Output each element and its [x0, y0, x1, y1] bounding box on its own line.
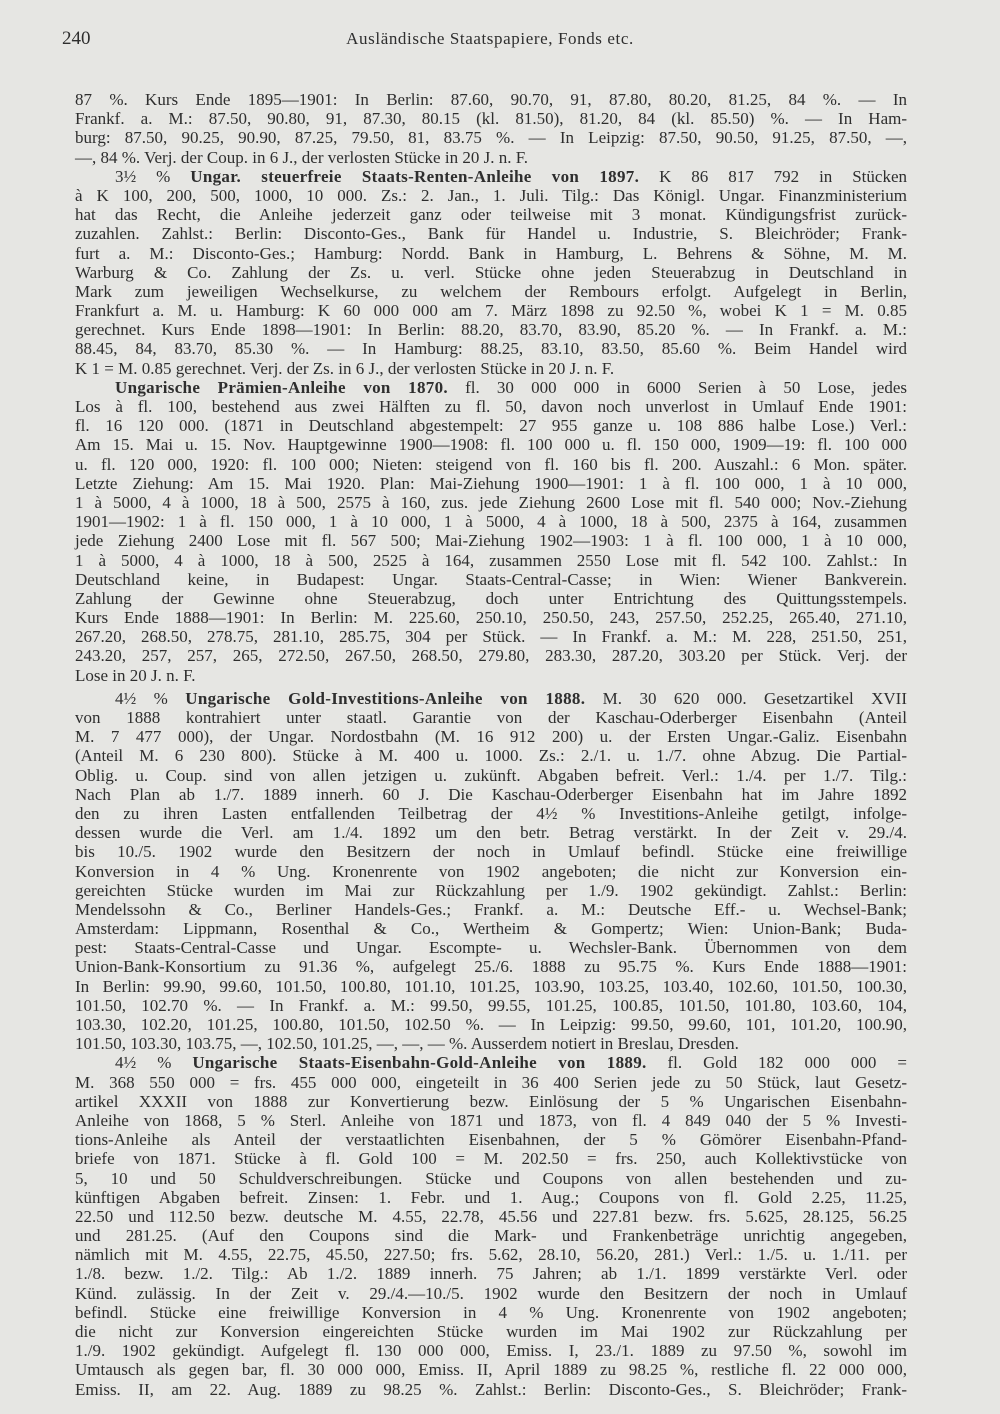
text-line [75, 1015, 907, 1034]
text-line [75, 689, 907, 708]
line-text: die nicht zur Konversion eingereichten Stücke wurden im Mai 1902 zur Rückzahlung per [75, 1322, 907, 1341]
line-text: gereichten Stücke wurden im Mai zur Rückzahlung per 1./9. 1902 gekündigt. Zahlst.: Berlin: [75, 880, 907, 900]
line-text: Letzte Ziehung: Am 15. Mai 1920. Plan: Mai-Ziehung 1900—1901: 1 à fl. 100 000, 1 à 10 000, [75, 473, 907, 493]
text-line [75, 397, 907, 416]
line-text: Frankfurt a. M. u. Hamburg: K 60 000 000 am 7. März 1898 zu 92.50 %, wobei K 1 = M. 0.85 [75, 301, 907, 321]
text-line [75, 1380, 907, 1399]
text-line [75, 263, 907, 282]
text-line [75, 435, 907, 454]
paragraph [75, 689, 907, 1054]
line-text: Künd. zulässig. In der Zeit v. 29./4.—10./5. 1902 wurde den Besitzern der noch in Umlauf [75, 1283, 907, 1303]
text-line [75, 186, 907, 205]
text-line [75, 977, 907, 996]
text-line [75, 1169, 907, 1188]
line-text: 88.45, 84, 83.70, 85.30 %. — In Hamburg: 88.25, 83.10, 83.50, 85.60 %. Beim Handel wird [75, 339, 907, 359]
line-text: 5, 10 und 50 Schuldverschreibungen. Stücke und Coupons von allen bestehenden und zu- [75, 1168, 907, 1188]
line-text: u. fl. 120 000, 1920: fl. 100 000; Nieten: steigend von fl. 160 bis fl. 200. Auszahl.: 6 Mon. später. [75, 454, 907, 474]
line-text: Emiss. II, am 22. Aug. 1889 zu 98.25 %. Zahlst.: Berlin: Disconto-Ges., S. Bleichröder; Frank- [75, 1379, 907, 1399]
line-text: M. 368 550 000 = frs. 455 000 000, eingeteilt in 36 400 Serien jede zu 50 Stück, laut Gesetz- [75, 1072, 907, 1092]
line-text: 1 à 5000, 4 à 1000, 18 à 500, 2575 à 160, zus. jede Ziehung 2600 Lose mit fl. 540 000; Nov.-Ziehung [75, 492, 907, 512]
text-line [75, 785, 907, 804]
line-text: Warburg & Co. Zahlung der Zs. u. verl. Stücke ohne jeden Steuerabzug in Deutschland in [75, 262, 907, 282]
text-line [75, 167, 907, 186]
text-line [75, 881, 907, 900]
line-text: Oblig. u. Coup. sind von allen jetzigen u. zukünft. Abgaben befreit. Verl.: 1./4. per 1./7. Tilg.: [75, 765, 907, 785]
line-text: nämlich mit M. 4.55, 22.75, 45.50, 227.50; frs. 5.62, 28.10, 56.20, 281.) Verl.: 1./5. u. 1./11. per [75, 1245, 907, 1265]
paragraph [75, 167, 907, 378]
line-text: dessen wurde die Verl. am 1./4. 1892 um den betr. Betrag verstärkt. In der Zeit v. 29./4. [75, 823, 907, 843]
section-heading: Ungarische Gold-Investitions-Anleihe von 1888. [185, 688, 586, 708]
text-line [75, 1073, 907, 1092]
line-text: M. 7 477 000), der Ungar. Nordostbahn (M. 16 912 200) u. der Ersten Ungar.-Galiz. Eisenbahn [75, 727, 907, 747]
text-line [75, 1034, 907, 1053]
interest-rate: 4½ % [115, 1053, 193, 1073]
text-line [75, 493, 907, 512]
text-line [75, 512, 907, 531]
text-line [75, 766, 907, 785]
paragraph [75, 90, 907, 167]
text-line [75, 938, 907, 957]
line-text: 1./9. 1902 gekündigt. Aufgelegt fl. 130 000 000, Emiss. I, 23./1. 1889 zu 97.50 %, sowohl im [75, 1341, 907, 1361]
line-text: briefe von 1871. Stücke à fl. Gold 100 = M. 202.50 = frs. 250, auch Kollektivstücke von [75, 1149, 907, 1169]
line-text: jede Ziehung 2400 Lose mit fl. 567 500; Mai-Ziehung 1902—1903: 1 à fl. 100 000, 1 à 10 000, [75, 531, 907, 551]
line-text: M. 30 620 000. Gesetzartikel XVII [585, 688, 907, 708]
interest-rate: 4½ % [115, 688, 186, 708]
text-line [75, 1092, 907, 1111]
line-text: hat das Recht, die Anleihe jederzeit ganz oder teilweise mit 3 monat. Kündigungsfrist zurück- [75, 205, 907, 225]
text-line [75, 1111, 907, 1130]
text-line [75, 1130, 907, 1149]
line-text: Mendelssohn & Co., Berliner Handels-Ges.; Frankf. a. M.: Deutsche Eff.- u. Wechsel-Bank; [75, 899, 907, 919]
text-line [75, 919, 907, 938]
text-line [75, 646, 907, 665]
line-text: 101.50, 103.30, 103.75, —, 102.50, 101.25, —, —, — %. Ausserdem notiert in Breslau, Dresden. [75, 1034, 739, 1054]
line-text: K 86 817 792 in Stücken [639, 166, 907, 186]
text-line [75, 1053, 907, 1072]
line-text: bis 10./5. 1902 wurde den Besitzern der noch in Umlauf befindl. Stücke eine freiwillige [75, 842, 907, 862]
text-line [75, 746, 907, 765]
paragraph [75, 1053, 907, 1398]
line-text: —, 84 %. Verj. der Coup. in 6 J., der verlosten Stücke in 20 J. n. F. [75, 147, 529, 167]
text-line [75, 1284, 907, 1303]
text-line [75, 862, 907, 881]
text-line [75, 627, 907, 646]
line-text: 1901—1902: 1 à fl. 150 000, 1 à 10 000, 1 à 5000, 4 à 1000, 18 à 500, 2375 à 164, zusammen [75, 512, 907, 532]
section-heading: Ungarische Staats-Eisenbahn-Gold-Anleihe von 1889. [192, 1053, 647, 1073]
line-text: Anleihe von 1868, 5 % Sterl. Anleihe von 1871 und 1873, von fl. 4 849 040 der 5 % Investi- [75, 1110, 907, 1130]
line-text: Mark zum jeweiligen Wechselkurse, zu welchem der Rembours erfolgt. Aufgelegt in Berlin, [75, 281, 907, 301]
text-line [75, 378, 907, 397]
text-line [75, 1360, 907, 1379]
line-text: 22.50 und 112.50 bezw. deutsche M. 4.55, 22.78, 45.56 und 227.81 bezw. frs. 5.625, 28.125, 56.25 [75, 1206, 907, 1226]
text-line [75, 608, 907, 627]
line-text: Amsterdam: Lippmann, Rosenthal & Co., Wertheim & Gompertz; Wien: Union-Bank; Buda- [75, 919, 907, 939]
text-line [75, 474, 907, 493]
text-line [75, 282, 907, 301]
line-text: In Berlin: 99.90, 99.60, 101.50, 100.80, 101.10, 101.25, 103.90, 103.25, 103.40, 102.60, 101.50, 100.30, [75, 976, 907, 996]
line-text: tions-Anleihe als Anteil der verstaatlichten Eisenbahnen, der 5 % Gömörer Eisenbahn-Pfand- [75, 1130, 907, 1150]
text-line [75, 804, 907, 823]
line-text: fl. Gold 182 000 000 = [646, 1053, 907, 1073]
text-line [75, 570, 907, 589]
text-line [75, 727, 907, 746]
line-text: furt a. M.: Disconto-Ges.; Hamburg: Nordd. Bank in Hamburg, L. Behrens & Söhne, M. M. [75, 243, 907, 263]
text-line [75, 1264, 907, 1283]
line-text: Lose in 20 J. n. F. [75, 665, 196, 685]
text-line [75, 244, 907, 263]
line-text: fl. 16 120 000. (1871 in Deutschland abgestempelt: 27 955 ganze u. 108 886 halbe Lose.) Verl.: [75, 416, 907, 436]
text-line [75, 128, 907, 147]
section-heading: Ungarische Prämien-Anleihe von 1870. [115, 377, 448, 397]
line-text: à K 100, 200, 500, 1000, 10 000. Zs.: 2. Jan., 1. Juli. Tilg.: Das Königl. Ungar. Finanzministerium [75, 185, 907, 205]
text-line [75, 1303, 907, 1322]
text-line [75, 320, 907, 339]
line-text: befindl. Stücke eine freiwillige Konversion in 4 % Ung. Kronenrente von 1902 angeboten; [75, 1302, 907, 1322]
text-line [75, 589, 907, 608]
line-text: Los à fl. 100, bestehend aus zwei Hälften zu fl. 50, davon noch unverlost in Umlauf Ende 1901: [75, 397, 907, 416]
line-text: Union-Bank-Konsortium zu 91.36 %, aufgelegt 25./6. 1888 zu 95.75 %. Kurs Ende 1888—1901: [75, 957, 907, 977]
line-text: fl. 30 000 000 in 6000 Serien à 50 Lose, jedes [447, 377, 907, 397]
line-text: 101.50, 102.70 %. — In Frankf. a. M.: 99.50, 99.55, 101.25, 100.85, 101.50, 101.80, 103.60, 104, [75, 995, 907, 1015]
line-text: 1./8. bezw. 1./2. Tilg.: Ab 1./2. 1889 innerh. 75 Jahren; ab 1./1. 1899 verstärkte Verl. oder [75, 1264, 907, 1284]
line-text: Deutschland keine, in Budapest: Ungar. Staats-Central-Casse; in Wien: Wiener Bankverein. [75, 569, 907, 589]
text-line [75, 1207, 907, 1226]
text-line [75, 416, 907, 435]
line-text: und 281.25. (Auf den Coupons sind die Mark- und Frankenbeträge unrichtig angegeben, [75, 1226, 907, 1246]
text-line [75, 1245, 907, 1264]
text-line [75, 455, 907, 474]
line-text: Am 15. Mai u. 15. Nov. Hauptgewinne 1900—1908: fl. 100 000 u. fl. 150 000, 1909—19: fl. 100 000 [75, 435, 907, 455]
text-line [75, 1322, 907, 1341]
text-line [75, 957, 907, 976]
text-line [75, 1341, 907, 1360]
text-line [75, 842, 907, 861]
line-text: 267.20, 268.50, 278.75, 281.10, 285.75, 304 per Stück. — In Frankf. a. M.: M. 228, 251.50, 251, [75, 627, 907, 647]
line-text: 1 à 5000, 4 à 1000, 18 à 500, 2525 à 164, zusammen 2550 Lose mit fl. 542 100. Zahlst.: In [75, 550, 907, 570]
line-text: Konversion in 4 % Ung. Kronenrente von 1902 angeboten; die nicht zur Konversion ein- [75, 861, 907, 881]
text-line [75, 900, 907, 919]
text-line [75, 148, 907, 167]
line-text: 243.20, 257, 257, 265, 272.50, 267.50, 268.50, 279.80, 283.30, 287.20, 303.20 per Stück. Verj. der [75, 646, 907, 666]
text-line [75, 708, 907, 727]
text-line [75, 109, 907, 128]
line-text: zuzahlen. Zahlst.: Berlin: Disconto-Ges., Bank für Handel u. Industrie, S. Bleichröder; Frank- [75, 224, 907, 244]
line-text: Zahlung der Gewinne ohne Steuerabzug, doch unter Entrichtung des Quittungsstempels. [75, 588, 907, 608]
line-text: Kurs Ende 1888—1901: In Berlin: M. 225.60, 250.10, 250.50, 243, 257.50, 252.25, 265.40, 271.10, [75, 608, 907, 628]
text-line [75, 1226, 907, 1245]
line-text: (Anteil M. 6 230 800). Stücke à M. 400 u. 1000. Zs.: 2./1. u. 1./7. ohne Abzug. Die Partial- [75, 746, 907, 766]
line-text: Umtausch als gegen bar, fl. 30 000 000, Emiss. II, April 1889 zu 98.25 %, restliche fl. 22 000 000, [75, 1360, 907, 1380]
text-line [75, 339, 907, 358]
text-line [75, 90, 907, 109]
text-line [75, 551, 907, 570]
line-text: von 1888 kontrahiert unter staatl. Garantie von der Kaschau-Oderberger Eisenbahn (Anteil [75, 708, 907, 727]
line-text: den zu ihren Lasten entfallenden Teilbetrag der 4½ % Investitions-Anleihe getilgt, infolge- [75, 803, 907, 823]
line-text: Frankf. a. M.: 87.50, 90.80, 91, 87.30, 80.15 (kl. 81.50), 81.20, 84 (kl. 85.50) %. — In Ham- [75, 109, 907, 129]
line-text: 87 %. Kurs Ende 1895—1901: In Berlin: 87.60, 90.70, 91, 87.80, 80.20, 81.25, 84 %. — In [75, 90, 907, 109]
text-line [75, 823, 907, 842]
interest-rate: 3½ % [115, 166, 191, 186]
text-line [75, 531, 907, 550]
text-line [75, 359, 907, 378]
line-text: künftigen Abgaben befreit. Zinsen: 1. Febr. und 1. Aug.; Coupons von fl. Gold 2.25, 11.25, [75, 1187, 907, 1207]
section-heading: Ungar. steuerfreie Staats-Renten-Anleihe von 1897. [190, 166, 640, 186]
text-line [75, 996, 907, 1015]
body-text [75, 90, 907, 1399]
paragraph [75, 378, 907, 685]
line-text: artikel XXXII von 1888 zur Konvertierung bezw. Einlösung der 5 % Ungarischen Eisenbahn- [75, 1091, 907, 1111]
page-number: 240 [62, 28, 91, 49]
text-line [75, 1149, 907, 1168]
line-text: pest: Staats-Central-Casse und Ungar. Escompte- u. Wechsler-Bank. Übernommen von dem [75, 938, 907, 958]
line-text: 103.30, 102.20, 101.25, 100.80, 101.50, 102.50 %. — In Leipzig: 99.50, 99.60, 101, 101.20, 100.90, [75, 1015, 907, 1034]
text-line [75, 1188, 907, 1207]
text-line [75, 224, 907, 243]
line-text: K 1 = M. 0.85 gerechnet. Verj. der Zs. in 6 J., der verlosten Stücke in 20 J. n. F. [75, 358, 615, 378]
text-line [75, 666, 907, 685]
line-text: burg: 87.50, 90.25, 90.90, 87.25, 79.50, 81, 83.75 %. — In Leipzig: 87.50, 90.50, 91.25, 87.50, —, [75, 128, 907, 148]
line-text: gerechnet. Kurs Ende 1898—1901: In Berlin: 88.20, 83.70, 83.90, 85.20 %. — In Frankf. a. M.: [75, 320, 907, 340]
text-line [75, 301, 907, 320]
running-title: Ausländische Staatspapiere, Fonds etc. [346, 29, 634, 48]
line-text: Nach Plan ab 1./7. 1889 innerh. 60 J. Die Kaschau-Oderberger Eisenbahn hat im Jahre 1892 [75, 784, 907, 804]
text-line [75, 205, 907, 224]
